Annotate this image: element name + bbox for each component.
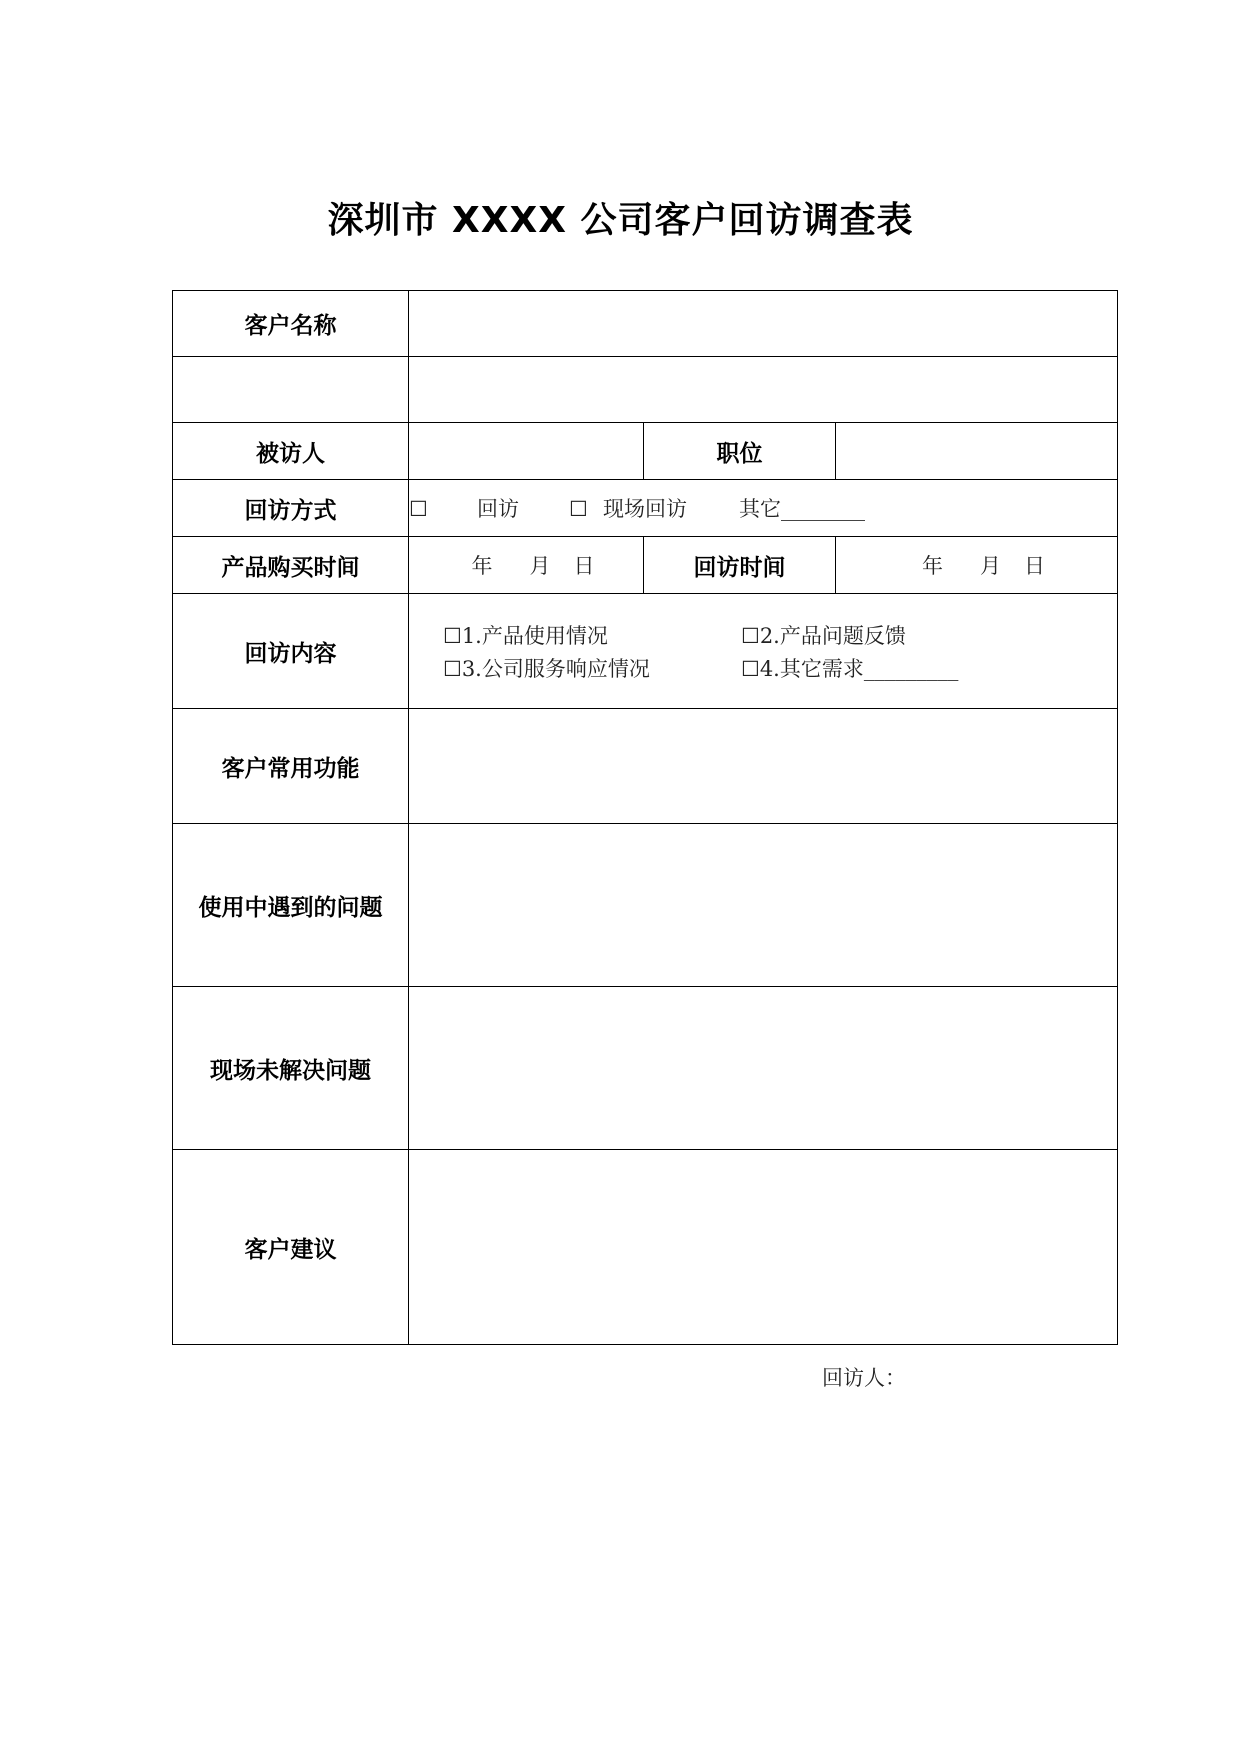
suggestions-field[interactable] (409, 1150, 1118, 1345)
table-row (173, 824, 1118, 987)
table-row (173, 709, 1118, 824)
visit-date-field[interactable] (836, 537, 1118, 594)
table-row (173, 480, 1118, 537)
other-method-option[interactable]: 其它________ (739, 497, 865, 521)
position-label: 职位 (644, 423, 836, 480)
customer-name-label: 客户名称 (173, 291, 409, 357)
customer-name-field[interactable] (409, 291, 1118, 357)
blank-label-cell[interactable] (173, 357, 409, 423)
onsite-visit-checkbox[interactable]: ☐ (569, 497, 588, 521)
purchase-month-label: 月 (529, 554, 551, 578)
visit-method-options (409, 480, 1118, 537)
table-row (173, 594, 1118, 709)
table-row (173, 357, 1118, 423)
unresolved-label: 现场未解决问题 (173, 987, 409, 1150)
purchase-date-field[interactable] (409, 537, 644, 594)
purchase-year-label: 年 (471, 554, 493, 578)
table-row (173, 987, 1118, 1150)
visit-method-label: 回访方式 (173, 480, 409, 537)
form-title: 深圳市 XXXX 公司客户回访调查表 (327, 200, 914, 241)
phone-visit-option-label: 回访 (477, 497, 519, 521)
visitor-signature-label: 回访人： (822, 1366, 906, 1390)
blank-value-cell[interactable] (409, 357, 1118, 423)
table-row (173, 537, 1118, 594)
table-row (173, 423, 1118, 480)
table-row (173, 1150, 1118, 1345)
table-row (173, 291, 1118, 357)
content-option-usage[interactable]: ☐1.产品使用情况 (443, 624, 608, 648)
problems-label: 使用中遇到的问题 (173, 824, 409, 987)
visit-time-label: 回访时间 (644, 537, 836, 594)
visit-content-label: 回访内容 (173, 594, 409, 709)
visit-content-options (409, 594, 1118, 709)
position-field[interactable] (836, 423, 1118, 480)
content-option-other[interactable]: ☐4.其它需求_________ (741, 657, 959, 681)
visit-month-label: 月 (980, 554, 1001, 578)
interviewee-field[interactable] (409, 423, 644, 480)
purchase-day-label: 日 (573, 554, 595, 578)
visit-day-label: 日 (1024, 554, 1045, 578)
interviewee-label: 被访人 (173, 423, 409, 480)
common-features-label: 客户常用功能 (173, 709, 409, 824)
content-option-service[interactable]: ☐3.公司服务响应情况 (443, 657, 650, 681)
common-features-field[interactable] (409, 709, 1118, 824)
purchase-time-label: 产品购买时间 (173, 537, 409, 594)
survey-table (172, 290, 1118, 1345)
onsite-visit-option-label: 现场回访 (603, 497, 687, 521)
unresolved-field[interactable] (409, 987, 1118, 1150)
phone-visit-checkbox[interactable]: ☐ (409, 497, 428, 521)
suggestions-label: 客户建议 (173, 1150, 409, 1345)
content-option-feedback[interactable]: ☐2.产品问题反馈 (741, 624, 906, 648)
visit-year-label: 年 (922, 554, 943, 578)
problems-field[interactable] (409, 824, 1118, 987)
